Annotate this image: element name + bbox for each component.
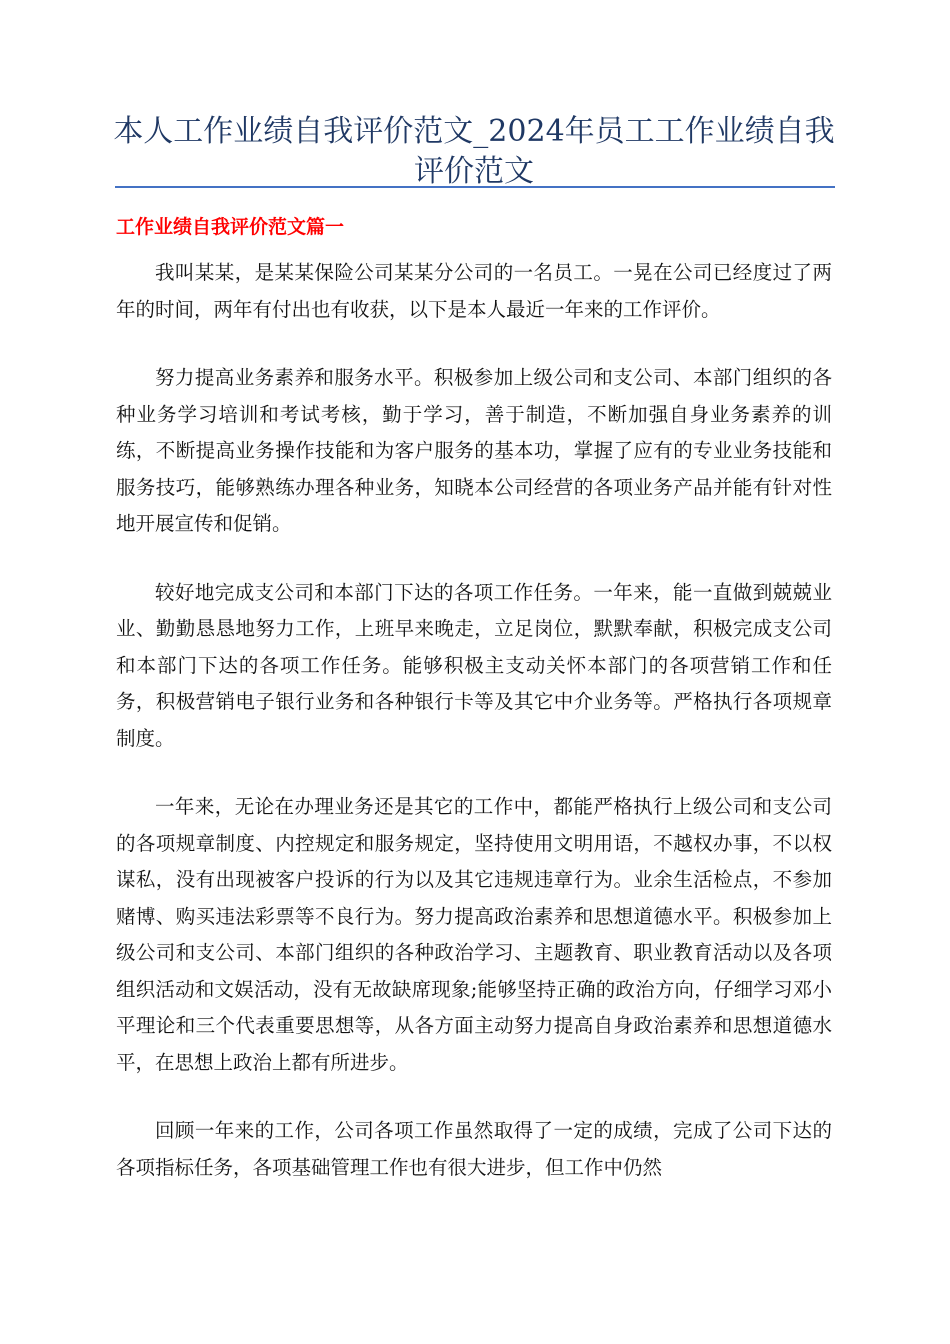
document-title: 本人工作业绩自我评价范文_2024年员工工作业绩自我评价范文 xyxy=(113,114,835,189)
title-underline xyxy=(115,186,835,188)
paragraph-1: 我叫某某，是某某保险公司某某分公司的一名员工。一晃在公司已经度过了两年的时间，两年有付出也有收获，以下是本人最近一年来的工作评价。 xyxy=(116,261,832,321)
document-body xyxy=(116,255,832,1218)
paragraph-5: 回顾一年来的工作，公司各项工作虽然取得了一定的成绩，完成了公司下达的各项指标任务，各项基础管理工作也有很大进步，但工作中仍然 xyxy=(116,1119,832,1179)
paragraph-4: 一年来，无论在办理业务还是其它的工作中，都能严格执行上级公司和支公司的各项规章制度、内控规定和服务规定，坚持使用文明用语，不越权办事，不以权谋私，没有出现被客户投诉的行为以及其它违规违章行为。业余生活检点，不参加赌博、购买违法彩票等不良行为。努力提高政治素养和思想道德水平。积极参加上级公司和支公司、本部门组织的各种政治学习、主题教育、职业教育活动以及各项组织活动和文娱活动，没有无故缺席现象;能够坚持正确的政治方向，仔细学习邓小平理论和三个代表重要思想等，从各方面主动努力提高自身政治素养和思想道德水平，在思想上政治上都有所进步。 xyxy=(116,795,832,1074)
paragraph-2: 努力提高业务素养和服务水平。积极参加上级公司和支公司、本部门组织的各种业务学习培训和考试考核，勤于学习，善于制造，不断加强自身业务素养的训练，不断提高业务操作技能和为客户服务的基本功，掌握了应有的专业业务技能和服务技巧，能够熟练办理各种业务，知晓本公司经营的各项业务产品并能有针对性地开展宣传和促销。 xyxy=(116,366,832,535)
section-heading: 工作业绩自我评价范文篇一 xyxy=(116,216,345,238)
paragraph-3: 较好地完成支公司和本部门下达的各项工作任务。一年来，能一直做到兢兢业业、勤勤恳恳地努力工作，上班早来晚走，立足岗位，默默奉献，积极完成支公司和本部门下达的各项工作任务。能够积极主支动关怀本部门的各项营销工作和任务，积极营销电子银行业务和各种银行卡等及其它中介业务等。严格执行各项规章制度。 xyxy=(116,580,832,750)
